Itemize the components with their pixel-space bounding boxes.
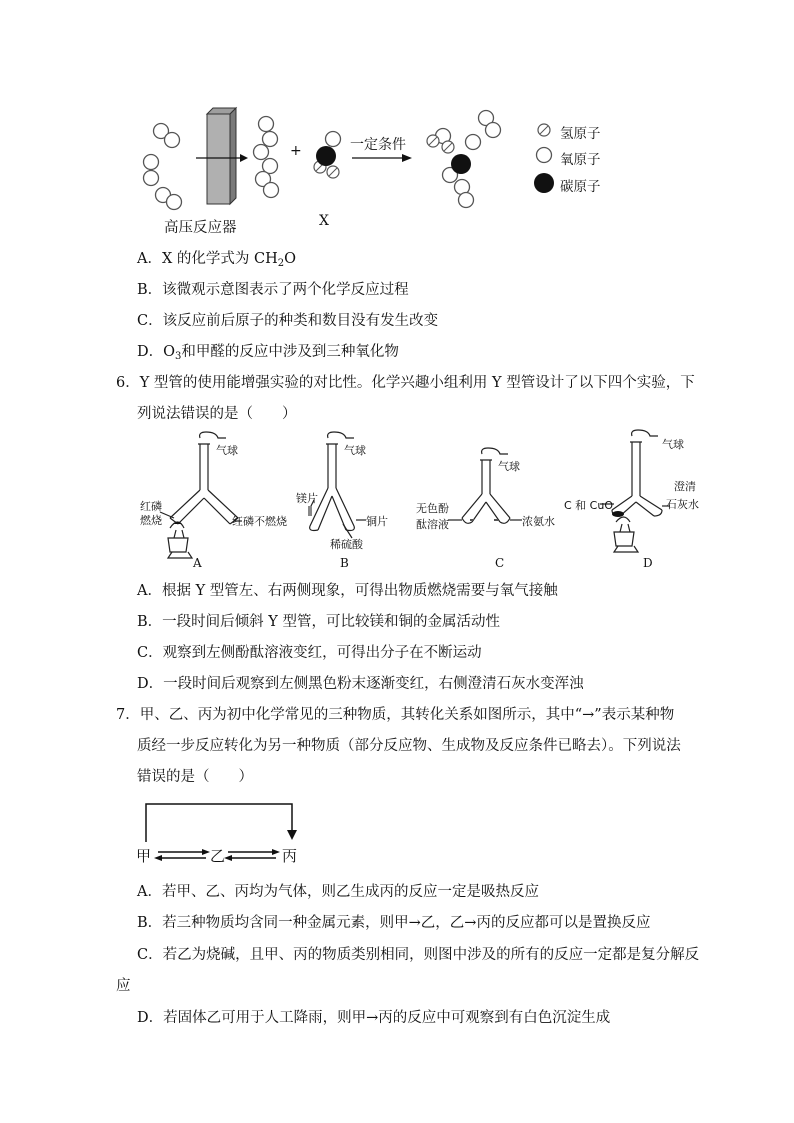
q7-stem-line2: 质经一步反应转化为另一种物质（部分反应物、生成物及反应条件已略去）。下列说法 — [137, 738, 681, 754]
q6-stem-line1: 6．Y 型管的使用能增强实验的对比性。化学兴趣小组利用 Y 型管设计了以下四个实验，下 — [116, 375, 695, 391]
q5-option-d: D．$O_3$和甲醛的反应中涉及到三种氧化物 — [137, 344, 399, 362]
node-bing: 丙 — [282, 847, 298, 865]
q6-y-tube-figures — [130, 430, 710, 575]
fig-d-right-label-1: 澄清 — [674, 480, 696, 493]
fig-b-left-label: 镁片 — [296, 492, 318, 505]
fig-b-balloon-label: 气球 — [344, 444, 366, 457]
q7-option-c-line2: 应 — [116, 978, 131, 994]
q6-option-a: A．根据 Y 型管左、右两侧现象，可得出物质燃烧需要与氧气接触 — [137, 583, 558, 599]
fig-c-left-label-2: 酞溶液 — [416, 518, 449, 531]
q5-molecule-figure — [130, 100, 650, 240]
fig-d-balloon-label: 气球 — [662, 438, 684, 451]
fig-c-balloon-label: 气球 — [498, 460, 520, 473]
legend-hydrogen: 氢原子 — [560, 126, 601, 142]
legend-oxygen: 氧原子 — [560, 152, 601, 168]
fig-c-left-label-1: 无色酚 — [416, 502, 449, 515]
fig-a-balloon-label: 气球 — [216, 444, 238, 457]
fig-caption-a: A — [193, 556, 202, 570]
q7-option-b: B．若三种物质均含同一种金属元素，则甲→乙，乙→丙的反应都可以是置换反应 — [137, 915, 651, 931]
fig-caption-d: D — [643, 556, 653, 570]
fig-d-right-label-2: 石灰水 — [666, 498, 699, 511]
node-jia: 甲 — [136, 847, 152, 865]
q7-option-c-line1: C．若乙为烧碱，且甲、丙的物质类别相同，则图中涉及的所有的反应一定都是复分解反 — [137, 947, 700, 963]
plus-sign: + — [290, 143, 302, 159]
fig-d-left-label: C 和 CuO — [564, 499, 613, 512]
q7-stem-line1: 7．甲、乙、丙为初中化学常见的三种物质，其转化关系如图所示，其中“→”表示某种物 — [116, 707, 675, 723]
fig-caption-c: C — [495, 556, 505, 570]
node-yi: 乙 — [210, 847, 226, 865]
fig-b-right-label: 铜片 — [366, 515, 388, 528]
q6-option-b: B．一段时间后倾斜 Y 型管，可比较镁和铜的金属活动性 — [137, 614, 500, 630]
legend-carbon: 碳原子 — [560, 179, 601, 195]
q7-conversion-diagram — [136, 800, 316, 870]
fig-b-bottom-label: 稀硫酸 — [330, 538, 363, 551]
q5-option-a: A．X 的化学式为 $CH_2O$ — [137, 251, 297, 269]
q7-stem-line3: 错误的是（ ） — [137, 769, 253, 785]
fig-a-right-label: 红磷不燃烧 — [232, 515, 287, 528]
q6-option-c: C．观察到左侧酚酞溶液变红，可得出分子在不断运动 — [137, 645, 482, 661]
q6-option-d: D．一段时间后观察到左侧黑色粉末逐渐变红，右侧澄清石灰水变浑浊 — [137, 676, 584, 692]
x-molecule-label: X — [319, 213, 329, 229]
fig-caption-b: B — [340, 556, 349, 570]
reactor-label: 高压反应器 — [164, 220, 237, 236]
q7-option-d: D．若固体乙可用于人工降雨，则甲→丙的反应中可观察到有白色沉淀生成 — [137, 1010, 611, 1026]
reaction-condition-label: 一定条件 — [350, 137, 406, 153]
fig-a-left-label-1: 红磷 — [140, 500, 162, 513]
q6-stem-line2: 列说法错误的是（ ） — [137, 406, 297, 422]
fig-c-right-label: 浓氨水 — [522, 515, 555, 528]
q7-option-a: A．若甲、乙、丙均为气体，则乙生成丙的反应一定是吸热反应 — [137, 884, 539, 900]
fig-a-left-label-2: 燃烧 — [140, 514, 162, 527]
q5-option-b: B．该微观示意图表示了两个化学反应过程 — [137, 282, 409, 298]
q5-option-c: C．该反应前后原子的种类和数目没有发生改变 — [137, 313, 439, 329]
